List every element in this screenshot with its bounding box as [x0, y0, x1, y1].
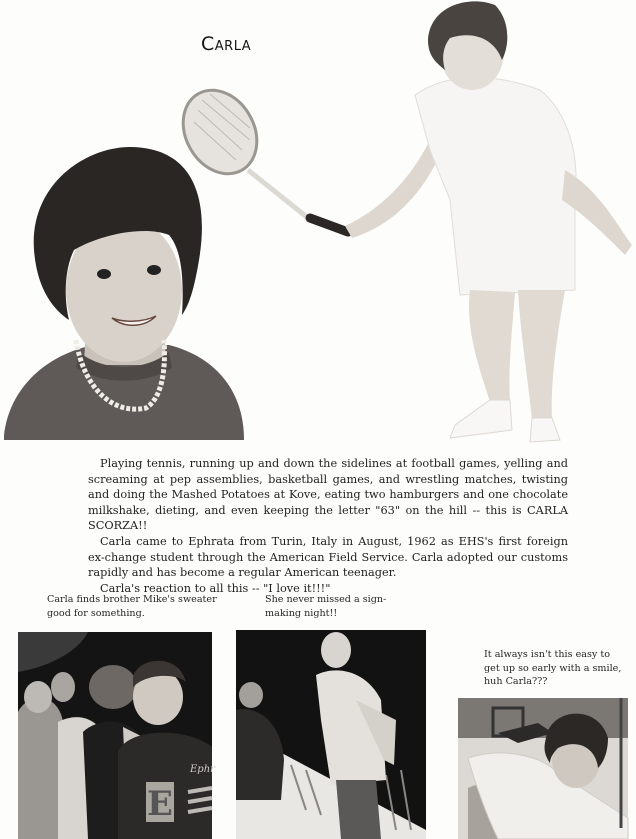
sweater-script: Ephr	[190, 764, 215, 775]
body-text	[88, 456, 568, 596]
waking-up-photo	[458, 698, 628, 839]
tennis-photo	[180, 0, 636, 445]
sweater-photo	[18, 632, 215, 839]
caption-sign-making: She never missed a sign-making night!!	[265, 594, 387, 619]
body-paragraph: Carla's reaction to all this -- "I love it!!!"	[100, 581, 331, 595]
page-title: Carla	[201, 33, 252, 55]
body-paragraph: Playing tennis, running up and down the sidelines at football games, yelling and screaming at pep assemblies, basketball games, and wrestling matches, twisting and doing the Mashed Potatoes at Kove, eating two hamburgers and one chocolate milkshake, dieting, and even keeping the letter "63" on the hill -- this is CARLA SCORZA!!	[88, 457, 568, 533]
sign-making-photo	[236, 630, 426, 839]
sweater-letter: E	[147, 784, 173, 824]
caption-early-morning: It always isn't this easy to get up so early with a smile, huh Carla???	[484, 649, 622, 687]
body-paragraph: Carla came to Ephrata from Turin, Italy in August, 1962 as EHS's first foreign ex-change student through the American Field Service. Carla adopted our customs rapidly and has become a regular American teenager.	[88, 534, 568, 580]
caption-sweater: Carla finds brother Mike's sweater good for something.	[47, 594, 217, 619]
